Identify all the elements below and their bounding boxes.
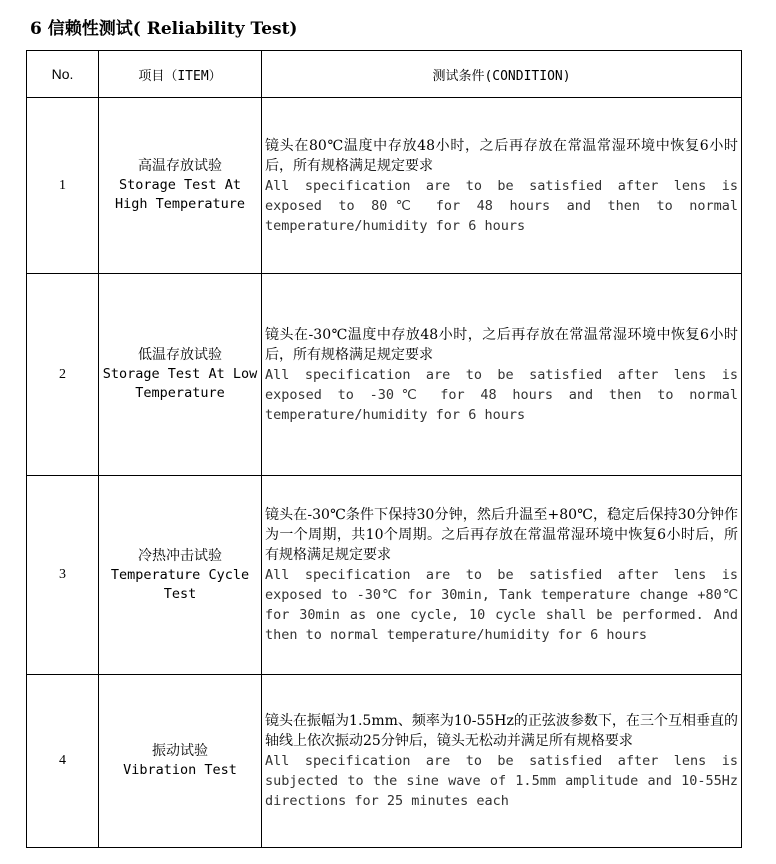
condition-cn: 镜头在-30℃温度中存放48小时，之后再存放在常温常湿环境中恢复6小时后，所有规格满足规定要求: [265, 326, 738, 363]
table-header-row: [27, 51, 742, 98]
item-name-cn: 低温存放试验: [138, 347, 222, 363]
condition-en: All specification are to be satisfied after lens is exposed to -30℃ for 48 hours and then to normal temperature/humidity for 6 hours: [265, 366, 738, 423]
header-item: 项目（ITEM）: [99, 51, 262, 98]
reliability-test-table: [26, 50, 742, 848]
row-number: 1: [27, 98, 99, 274]
item-name-cn: 高温存放试验: [138, 158, 222, 174]
item-cell: [99, 98, 262, 274]
table-row: [27, 98, 742, 274]
condition-cell: [262, 476, 742, 675]
table-row: [27, 274, 742, 476]
row-number: 4: [27, 675, 99, 848]
condition-en: All specification are to be satisfied after lens is exposed to -30℃ for 30min, Tank temperature change +80℃ for 30min as one cycle, 10 cycle shall be performed. And then to normal temperature/humidity for 6 hours: [265, 567, 738, 643]
condition-cell: [262, 98, 742, 274]
condition-en: All specification are to be satisfied after lens is subjected to the sine wave of 1.5mm amplitude and 10-55Hz directions for 25 minutes each: [265, 753, 738, 809]
row-number: 2: [27, 274, 99, 476]
table-row: [27, 675, 742, 848]
condition-cn: 镜头在振幅为1.5mm、频率为10-55Hz的正弦波参数下，在三个互相垂直的轴线上依次振动25分钟后，镜头无松动并满足所有规格要求: [265, 713, 738, 749]
section-title: 6 信赖性测试( Reliability Test): [30, 19, 298, 39]
header-condition: 测试条件(CONDITION): [262, 51, 742, 98]
item-name-cn: 冷热冲击试验: [138, 547, 222, 564]
item-cell: [99, 675, 262, 848]
table-row: [27, 476, 742, 675]
condition-cell: [262, 675, 742, 848]
item-cell: [99, 274, 262, 476]
item-name-en: Storage Test At High Temperature: [114, 177, 246, 212]
condition-en: All specification are to be satisfied after lens is exposed to 80℃ for 48 hours and then to normal temperature/humidity for 6 hours: [265, 177, 738, 234]
header-no: No.: [27, 51, 99, 98]
item-name-cn: 振动试验: [152, 743, 208, 759]
condition-cn: 镜头在80℃温度中存放48小时，之后再存放在常温常湿环境中恢复6小时后，所有规格满足规定要求: [265, 137, 738, 174]
item-name-en: Vibration Test: [123, 762, 237, 778]
row-number: 3: [27, 476, 99, 675]
item-name-en: Storage Test At Low Temperature: [102, 366, 258, 401]
condition-cn: 镜头在-30℃条件下保持30分钟，然后升温至+80℃，稳定后保持30分钟作为一个周期，共10个周期。之后再存放在常温常湿环境中恢复6小时后，所有规格满足规定要求: [265, 507, 738, 563]
condition-cell: [262, 274, 742, 476]
item-name-en: Temperature Cycle Test: [110, 566, 250, 602]
item-cell: [99, 476, 262, 675]
